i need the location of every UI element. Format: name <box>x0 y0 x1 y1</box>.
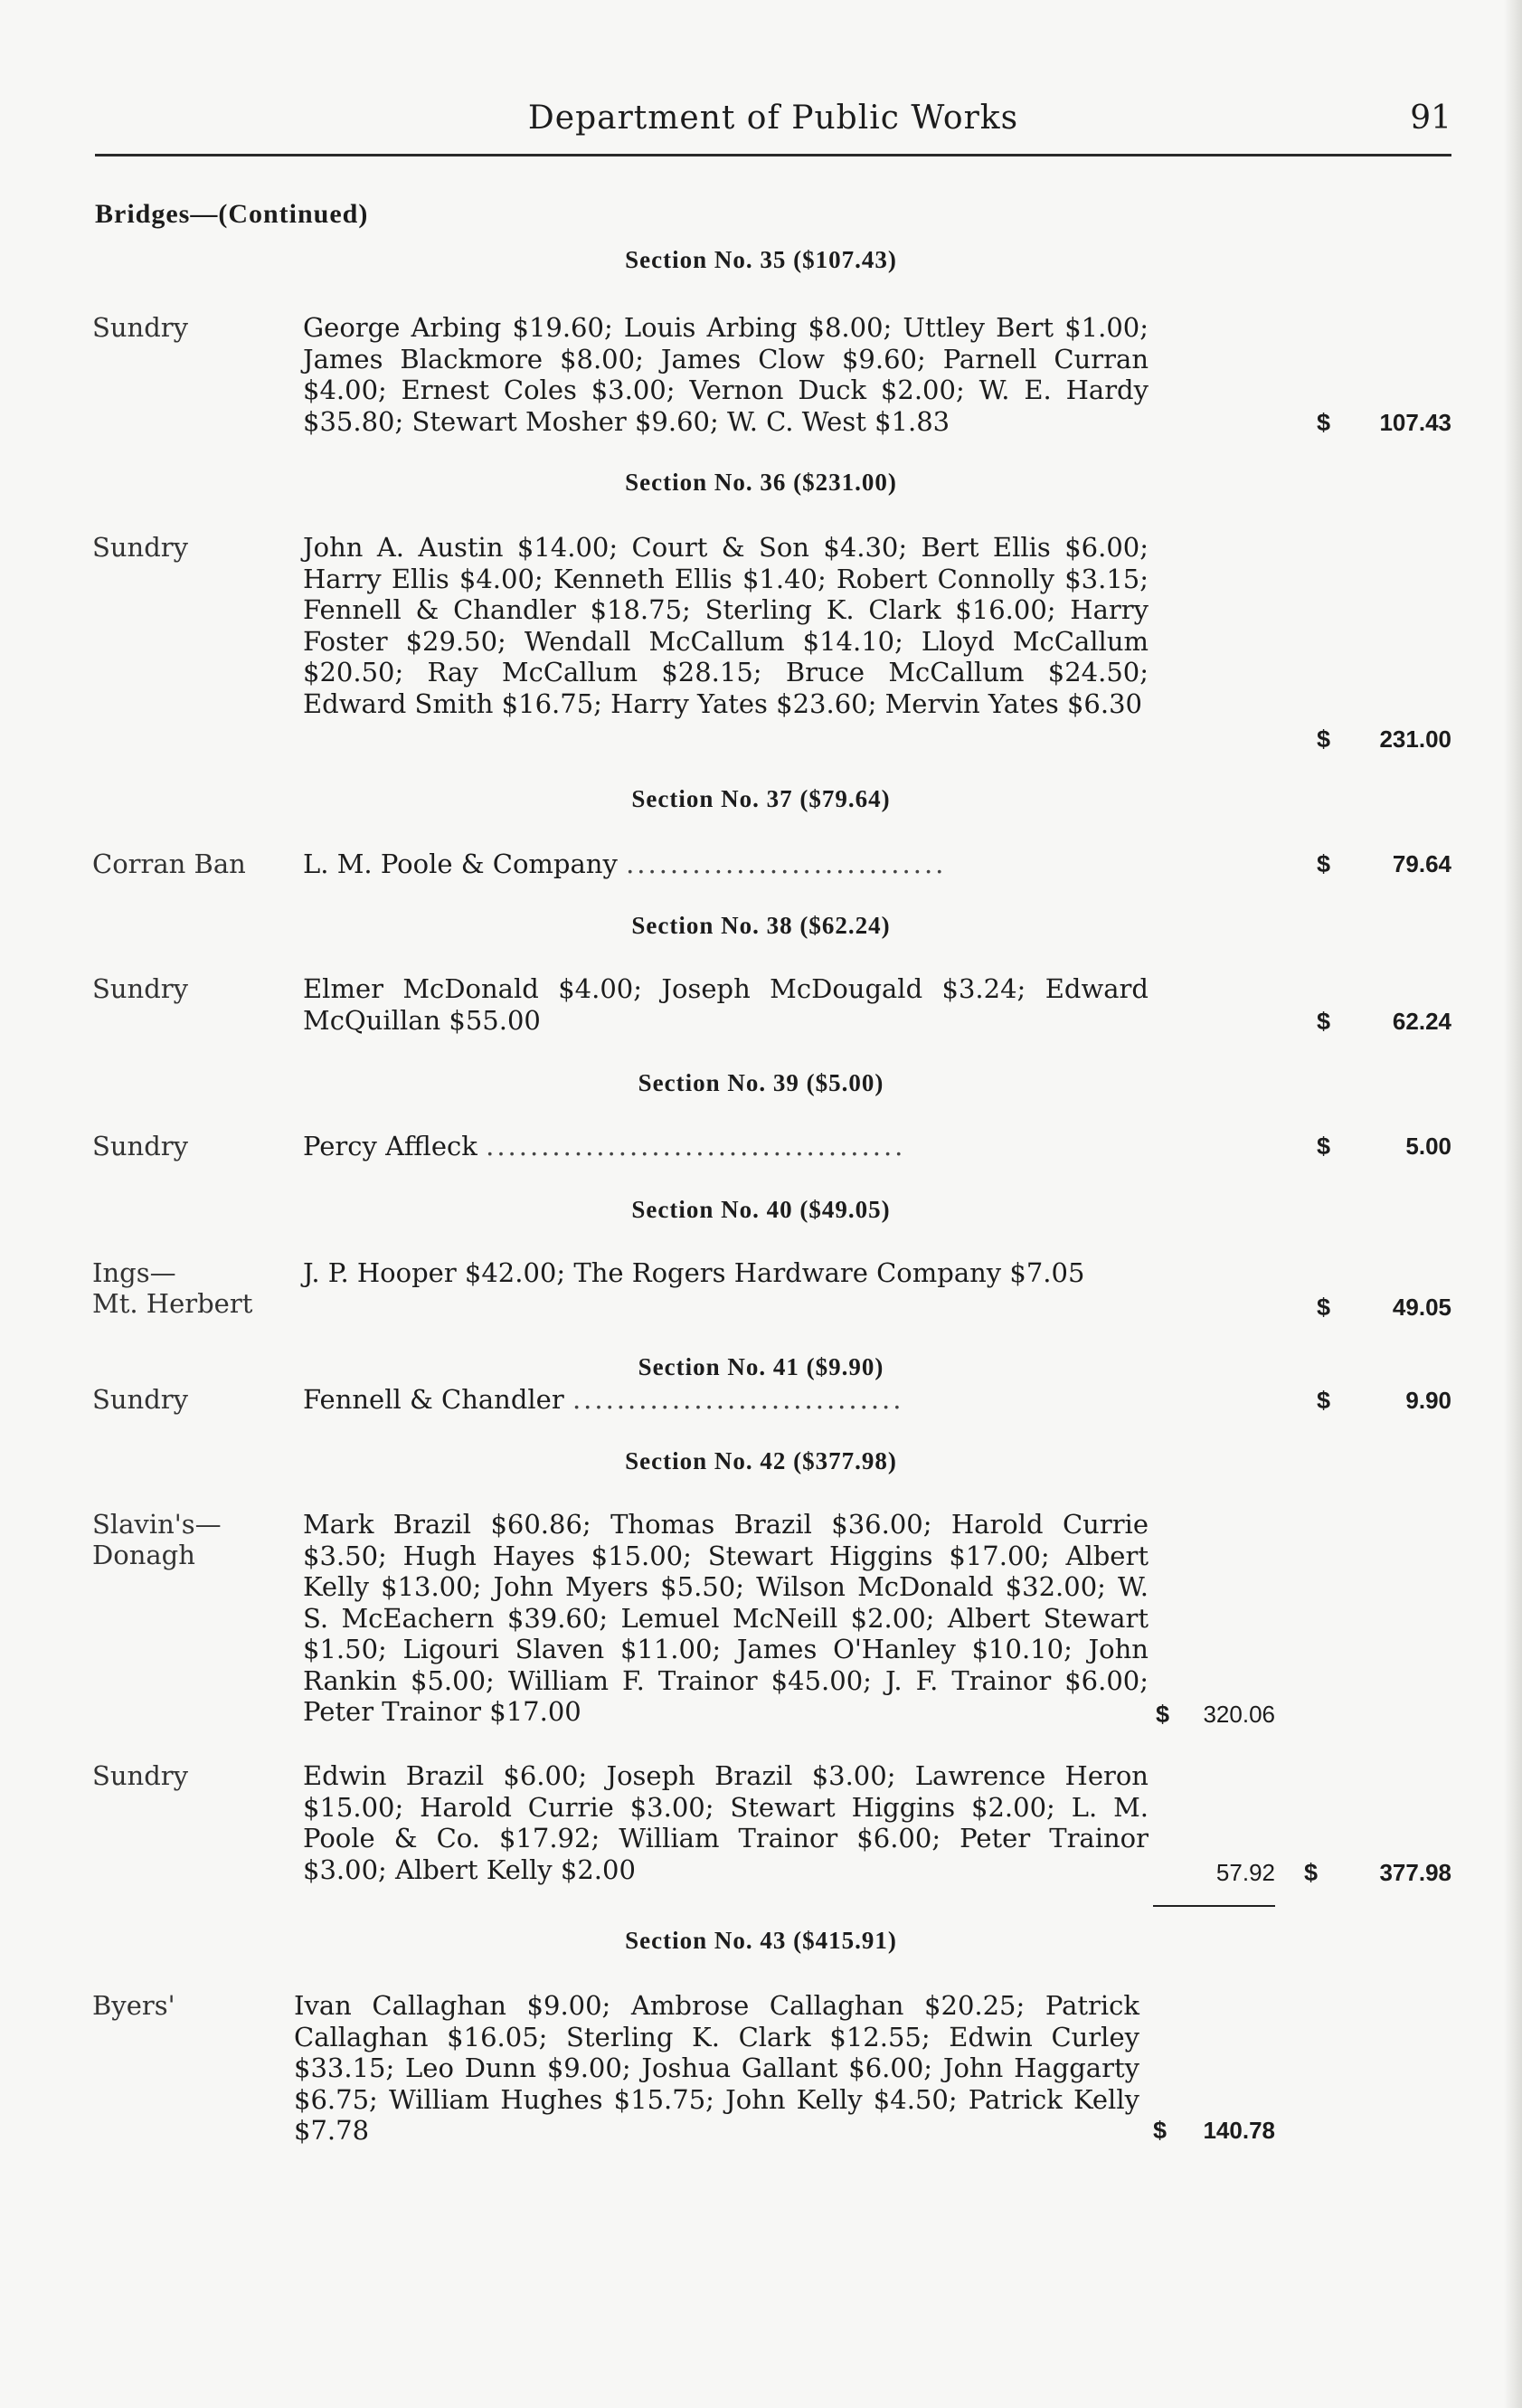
entry-text: Mark Brazil $60.86; Thomas Brazil $36.00; Harold Currie $3.50; Hugh Hayes $15.00; Stewart Higgins $17.00; Albert Kelly $13.00; John Myers $5.50; Wilson McDonald $32.00; W. S. McEachern $39.60; Lemuel McNeill $2.00; Albert Stewart $1.50; Ligouri Slaven $11.00; James O'Hanley $10.10; John Rankin $5.00; William F. Trainor $45.00; J. F. Trainor $6.00; Peter Trainor $17.00 <box>303 1509 1149 1727</box>
section-heading: Section No. 37 ($79.64) <box>631 785 891 812</box>
section-heading: Section No. 43 ($415.91) <box>625 1927 897 1954</box>
locality-label <box>92 1509 291 1570</box>
section-heading: Section No. 38 ($62.24) <box>631 912 891 939</box>
locality-label: Sundry <box>92 1131 189 1161</box>
dollar-sign: $ <box>1317 725 1331 753</box>
section-total: 107.43 <box>1379 409 1451 436</box>
section-total: 79.64 <box>1392 850 1451 877</box>
entry-text: Ivan Callaghan $9.00; Ambrose Callaghan $20.25; Patrick Callaghan $16.05; Sterling K. Clark $12.55; Edwin Curley $33.15; Leo Dunn $9.00; Joshua Gallant $6.00; John Haggarty $6.75; William Hughes $15.75; John Kelly $4.50; Patrick Kelly $7.78 <box>294 1990 1139 2146</box>
page-title: Department of Public Works <box>527 100 1019 137</box>
locality-label: Sundry <box>92 1760 189 1791</box>
locality-line: Slavin's— <box>92 1509 222 1540</box>
section-total: 62.24 <box>1392 1008 1451 1035</box>
entry-text: George Arbing $19.60; Louis Arbing $8.00; Uttley Bert $1.00; James Blackmore $8.00; James Clow $9.60; Parnell Curran $4.00; Ernest Coles $3.00; Vernon Duck $2.00; W. E. Hardy $35.80; Stewart Mosher $9.60; W. C. West $1.83 <box>303 312 1149 437</box>
dollar-sign: $ <box>1317 1008 1331 1035</box>
locality-line: Mt. Herbert <box>92 1288 253 1319</box>
dollar-sign: $ <box>1153 2117 1167 2144</box>
section-heading: Section No. 39 ($5.00) <box>638 1069 884 1096</box>
locality-label: Sundry <box>92 973 189 1004</box>
entry-text <box>303 1384 1149 1416</box>
entry-text <box>303 848 1149 880</box>
entry-name: Percy Affleck <box>303 1131 477 1161</box>
entry-text: John A. Austin $14.00; Court & Son $4.30; Bert Ellis $6.00; Harry Ellis $4.00; Kenneth Ellis $1.40; Robert Connolly $3.15; Fennell & Chandler $18.75; Sterling K. Clark $16.00; Harry Foster $29.50; Wendall McCallum $14.10; Lloyd McCallum $20.50; Ray McCallum $28.15; Bruce McCallum $24.50; Edward Smith $16.75; Harry Yates $23.60; Mervin Yates $6.30 <box>303 532 1149 719</box>
entry-text: J. P. Hooper $42.00; The Rogers Hardware Company $7.05 <box>303 1257 1085 1288</box>
section-heading: Section No. 42 ($377.98) <box>625 1447 897 1474</box>
locality-label <box>92 1257 291 1319</box>
section-heading: Section No. 35 ($107.43) <box>625 246 897 273</box>
section-heading: Section No. 41 ($9.90) <box>638 1353 884 1380</box>
section-total: 49.05 <box>1392 1294 1451 1321</box>
entry-name: L. M. Poole & Company <box>303 848 618 879</box>
dot-leader: ............................. <box>626 848 947 879</box>
locality-line: Donagh <box>92 1540 195 1570</box>
dollar-sign: $ <box>1317 1294 1331 1321</box>
entry-name: Fennell & Chandler <box>303 1384 564 1415</box>
running-head: Bridges—(Continued) <box>95 199 369 229</box>
header-rule <box>95 154 1451 156</box>
entry-text: Edwin Brazil $6.00; Joseph Brazil $3.00; Lawrence Heron $15.00; Harold Currie $3.00; Stewart Higgins $2.00; L. M. Poole & Co. $17.92; William Trainor $6.00; Peter Trainor $3.00; Albert Kelly $2.00 <box>303 1760 1149 1885</box>
section-heading: Section No. 36 ($231.00) <box>625 469 897 496</box>
section-total: 377.98 <box>1379 1859 1451 1886</box>
section-total: 231.00 <box>1379 725 1451 753</box>
page-edge-shadow <box>1504 0 1522 2408</box>
dot-leader: .............................. <box>572 1384 904 1415</box>
subtotal-amount: 320.06 <box>1203 1701 1275 1728</box>
dollar-sign: $ <box>1317 850 1331 877</box>
dollar-sign: $ <box>1317 1387 1331 1414</box>
locality-line: Ings— <box>92 1257 176 1288</box>
locality-label: Sundry <box>92 1384 189 1415</box>
page-number: 91 <box>1410 100 1451 137</box>
locality-label: Sundry <box>92 312 189 343</box>
dollar-sign: $ <box>1304 1859 1319 1886</box>
subtotal-amount: 140.78 <box>1203 2117 1275 2144</box>
locality-label: Corran Ban <box>92 848 246 879</box>
dollar-sign: $ <box>1317 409 1331 436</box>
entry-text <box>303 1131 1149 1162</box>
section-total: 9.90 <box>1405 1387 1451 1414</box>
section-total: 5.00 <box>1405 1133 1451 1160</box>
dollar-sign: $ <box>1156 1701 1170 1728</box>
subtotal-amount: 57.92 <box>1215 1859 1275 1886</box>
page-header <box>95 100 1451 154</box>
locality-label: Sundry <box>92 532 189 563</box>
entry-text: Elmer McDonald $4.00; Joseph McDougald $3.24; Edward McQuillan $55.00 <box>303 973 1149 1036</box>
dollar-sign: $ <box>1317 1133 1331 1160</box>
section-heading: Section No. 40 ($49.05) <box>631 1196 891 1223</box>
dot-leader: ...................................... <box>486 1131 906 1161</box>
locality-label: Byers' <box>92 1990 175 2021</box>
subtotal-rule <box>1153 1905 1275 1907</box>
